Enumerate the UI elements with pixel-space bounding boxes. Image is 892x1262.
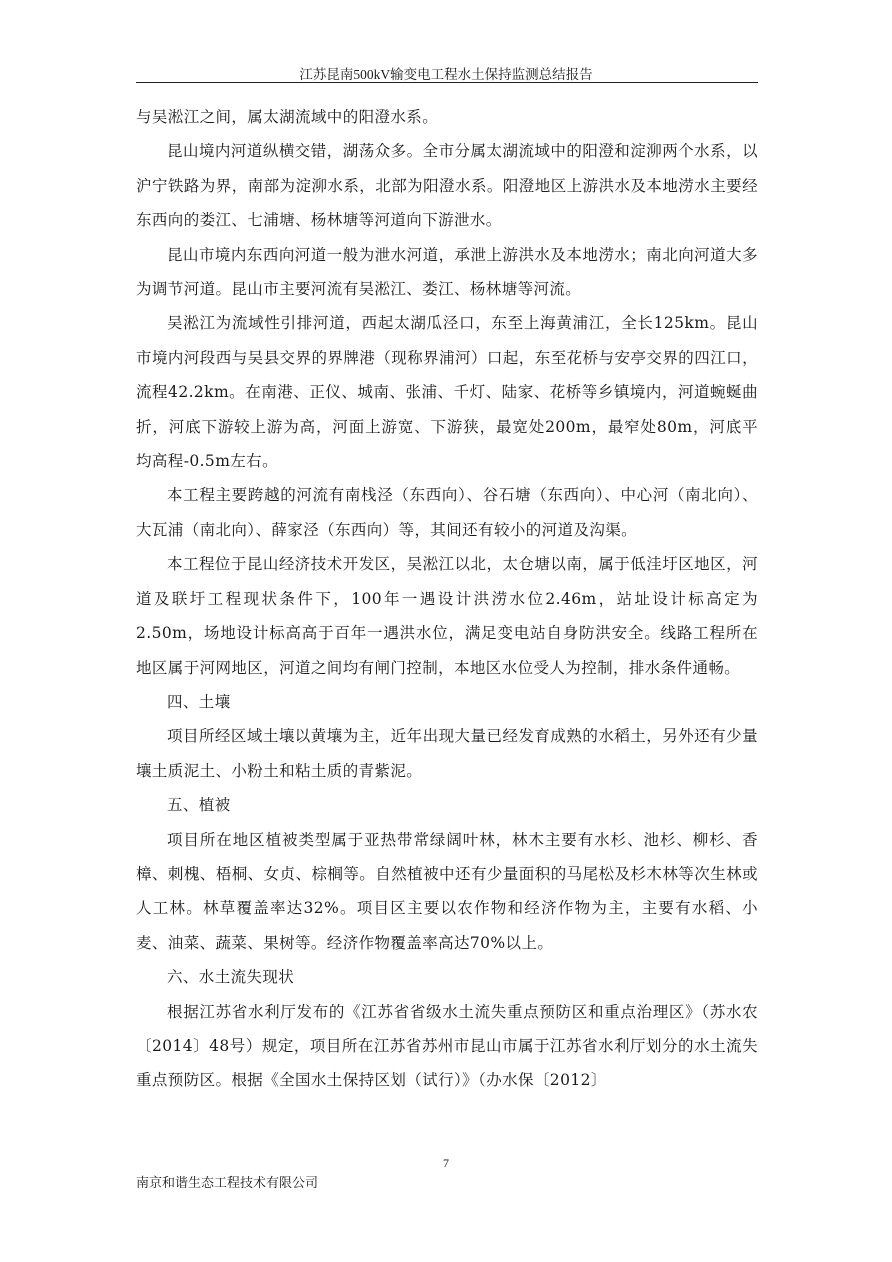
paragraph-river-directions: 昆山市境内东西向河道一般为泄水河道，承泄上游洪水及本地涝水；南北向河道大多为调节河道。昆山市主要河流有吴淞江、娄江、杨林塘等河流。 bbox=[136, 245, 758, 299]
header-divider bbox=[136, 82, 758, 83]
paragraph-erosion: 根据江苏省水利厅发布的《江苏省省级水土流失重点预防区和重点治理区》（苏水农〔2014〕48号）规定，项目所在江苏省苏州市昆山市属于江苏省水利厅划分的水土流失重点预防区。根据《全国水土保持区划（试行）》（办水保〔2012〕 bbox=[136, 1002, 758, 1090]
paragraph-flood-control: 本工程位于昆山经济技术开发区，吴淞江以北，太仓塘以南，属于低洼圩区地区，河道及联圩工程现状条件下，100年一遇设计洪涝水位2.46m，站址设计标高定为2.50m，场地设计标高高于百年一遇洪水位，满足变电站自身防洪安全。线路工程所在地区属于河网地区，河道之间均有闸门控制，本地区水位受人为控制，排水条件通畅。 bbox=[136, 555, 758, 677]
paragraph-crossed-rivers: 本工程主要跨越的河流有南栈泾（东西向）、谷石塘（东西向）、中心河（南北向）、大瓦浦（南北向）、薛家泾（东西向）等，其间还有较小的河道及沟渠。 bbox=[136, 486, 758, 539]
page-number: 7 bbox=[443, 1156, 449, 1170]
paragraph-continuation: 与吴淞江之间，属太湖流域中的阳澄水系。 bbox=[136, 108, 439, 126]
running-header-title: 江苏昆南500kV输变电工程水土保持监测总结报告 bbox=[299, 67, 593, 82]
section-heading-soil: 四、土壤 bbox=[167, 692, 231, 711]
paragraph-river-network: 昆山境内河道纵横交错，湖荡众多。全市分属太湖流域中的阳澄和淀泖两个水系，以沪宁铁路为界，南部为淀泖水系，北部为阳澄水系。阳澄地区上游洪水及本地涝水主要经东西向的娄江、七浦塘、杨林塘等河道向下游泄水。 bbox=[136, 142, 758, 230]
section-heading-vegetation: 五、植被 bbox=[167, 796, 231, 815]
paragraph-wusong-river: 吴淞江为流域性引排河道，西起太湖瓜泾口，东至上海黄浦江，全长125km。昆山市境内河段西与吴县交界的界牌港（现称界浦河）口起，东至花桥与安亭交界的四江口，流程42.2km。在南港、正仪、城南、张浦、千灯、陆家、花桥等乡镇境内，河道蜿蜒曲折，河底下游较上游为高，河面上游宽、下游狭，最宽处200m，最窄处80m，河底平均高程-0.5m左右。 bbox=[136, 314, 758, 471]
paragraph-vegetation: 项目所在地区植被类型属于亚热带常绿阔叶林，林木主要有水杉、池杉、柳杉、香樟、刺槐、梧桐、女贞、棕榈等。自然植被中还有少量面积的马尾松及杉木林等次生林或人工林。林草覆盖率达32%。项目区主要以农作物和经济作物为主，主要有水稻、小麦、油菜、蔬菜、果树等。经济作物覆盖率高达70%以上。 bbox=[136, 830, 758, 952]
paragraph-soil: 项目所经区域土壤以黄壤为主，近年出现大量已经发育成熟的水稻土，另外还有少量壤土质泥土、小粉土和粘土质的青紫泥。 bbox=[136, 727, 758, 780]
footer-organization: 南京和谐生态工程技术有限公司 bbox=[136, 1176, 319, 1191]
document-body bbox=[136, 100, 758, 1098]
section-heading-erosion: 六、水土流失现状 bbox=[167, 968, 295, 987]
